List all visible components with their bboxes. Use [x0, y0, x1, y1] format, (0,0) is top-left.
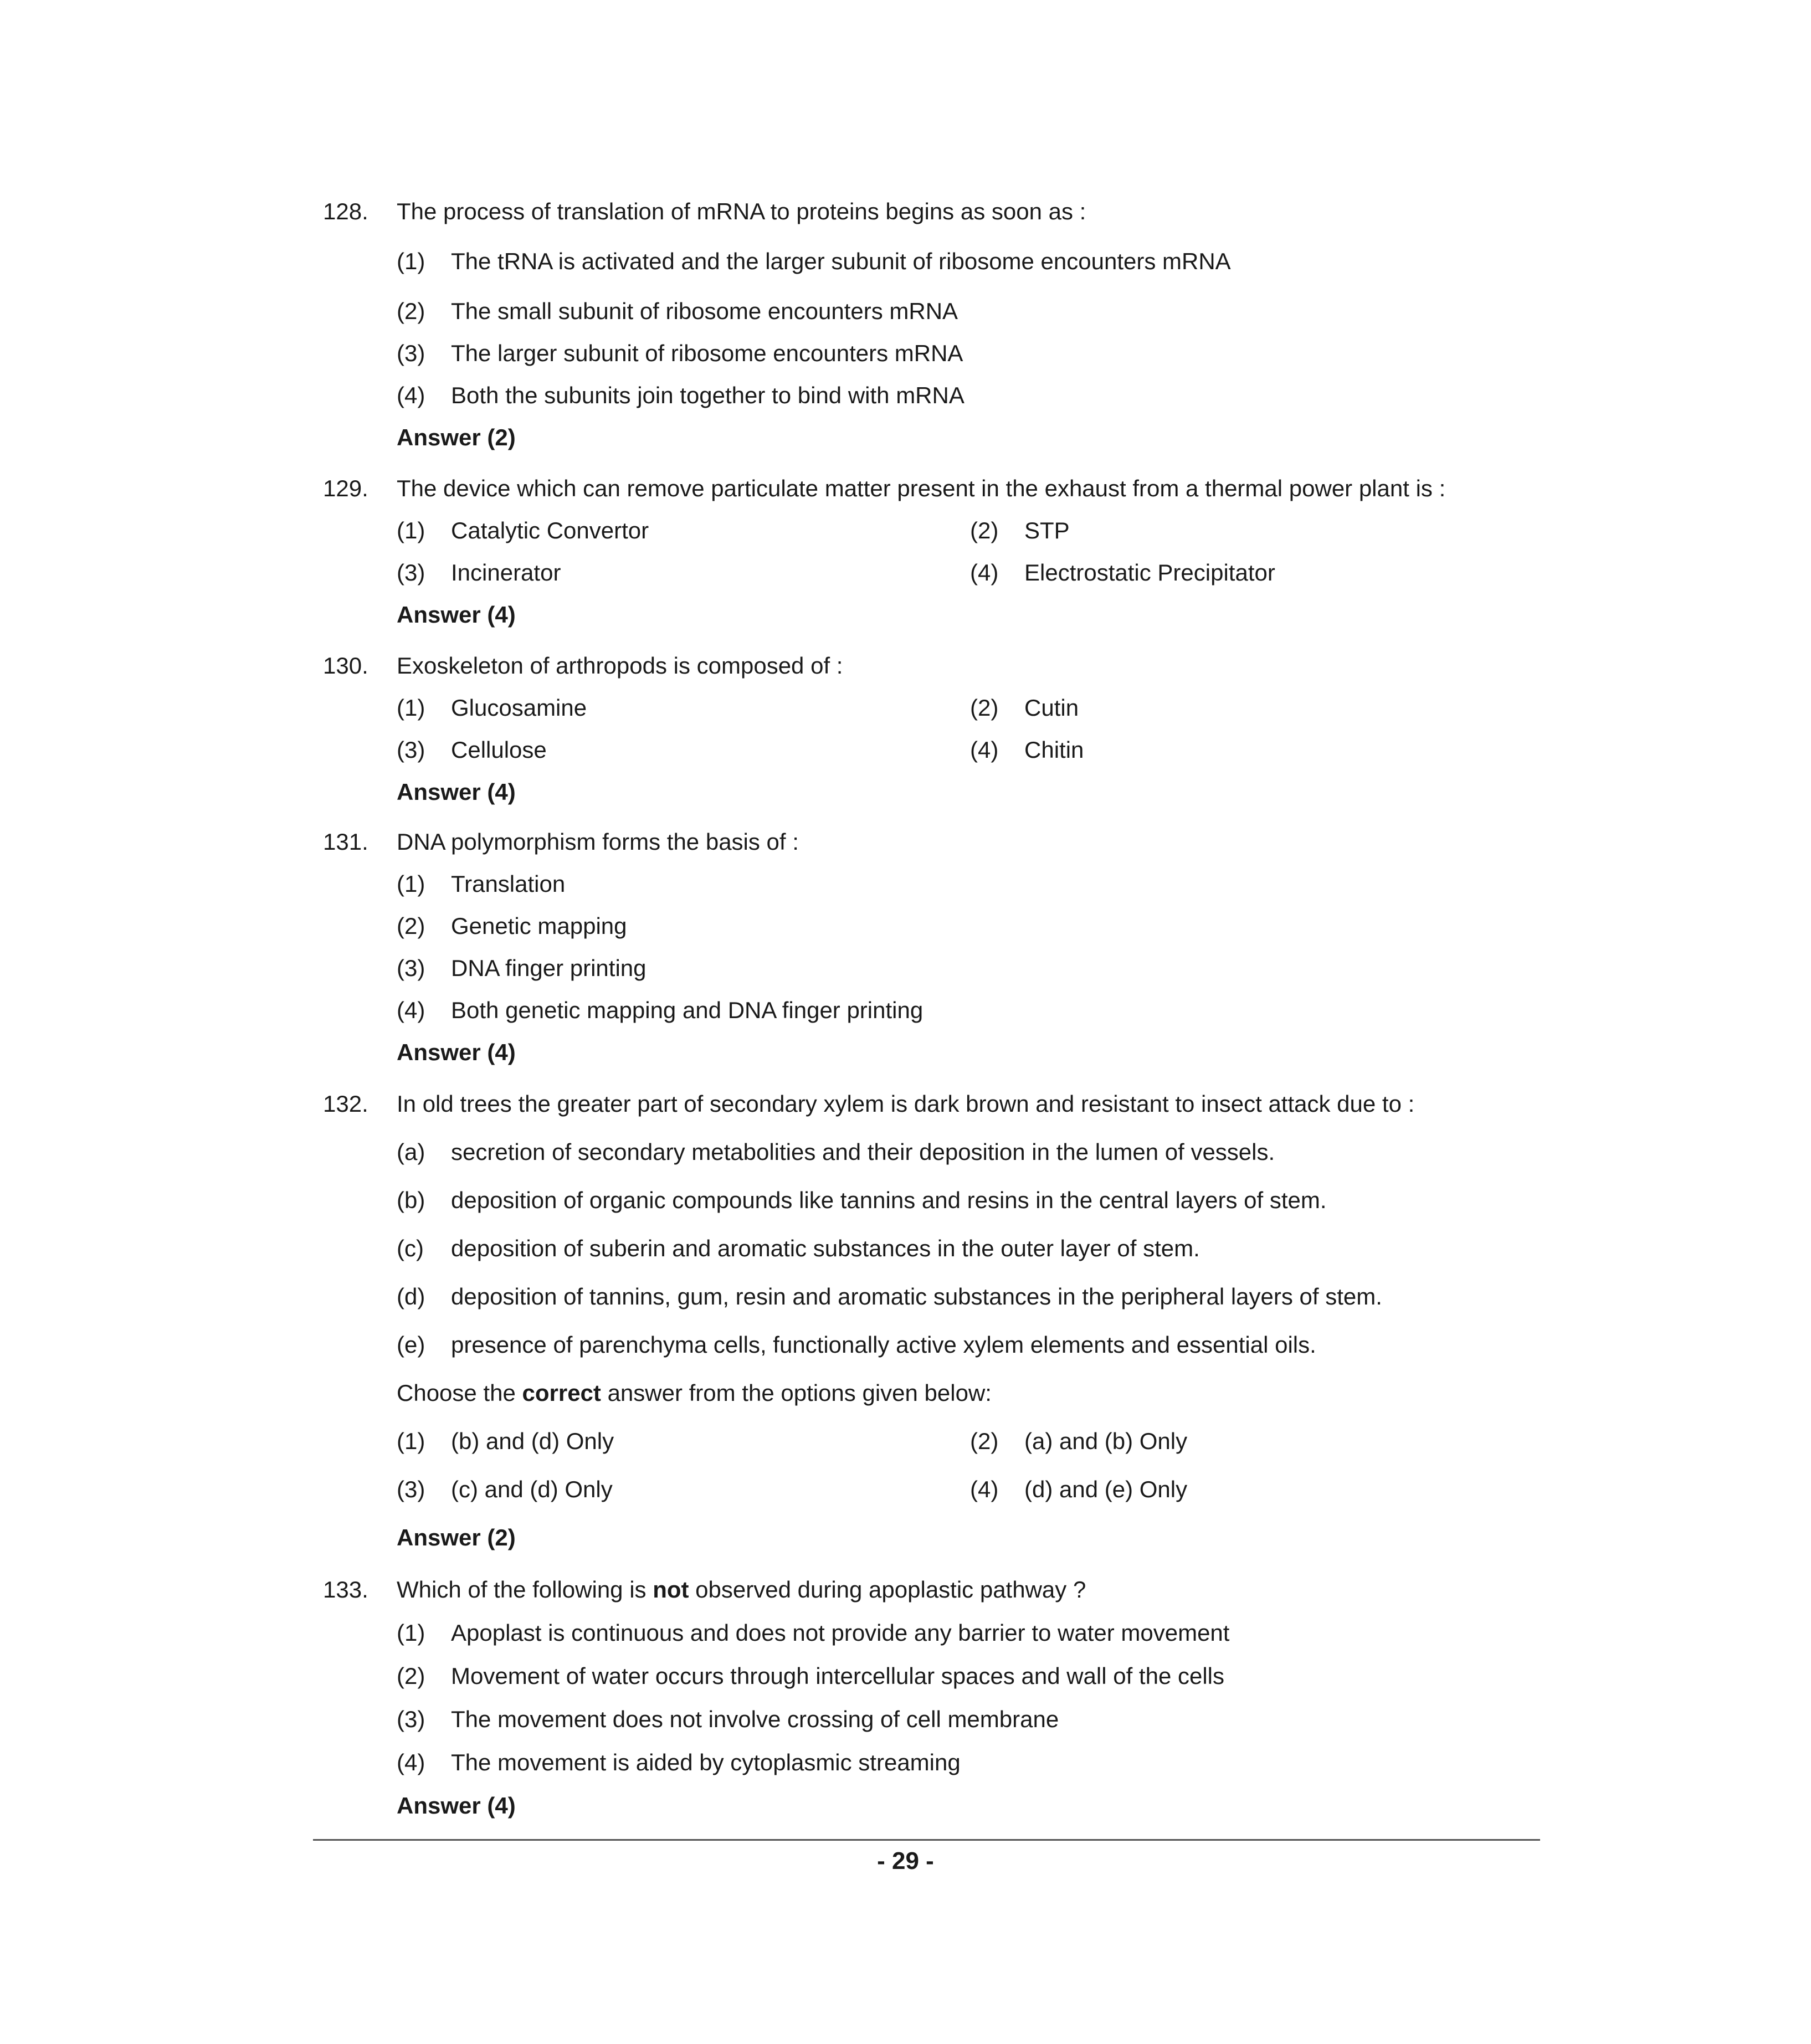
answer: Answer (4)	[397, 602, 516, 628]
option: (1) (b) and (d) Only	[397, 1428, 614, 1454]
option: (3) The movement does not involve crossing of cell membrane	[397, 1706, 1059, 1732]
question-text: In old trees the greater part of secondary xylem is dark brown and resistant to insect attack due to :	[397, 1091, 1415, 1117]
question-number: 128.	[323, 198, 368, 224]
option: (1) Translation	[397, 871, 566, 897]
answer: Answer (2)	[397, 1524, 516, 1550]
option: (2) Movement of water occurs through intercellular spaces and wall of the cells	[397, 1663, 1225, 1689]
answer: Answer (4)	[397, 1793, 516, 1819]
statement: (c) deposition of suberin and aromatic substances in the outer layer of stem.	[397, 1235, 1200, 1261]
option: (1) Glucosamine	[397, 695, 587, 721]
option: (1) Apoplast is continuous and does not provide any barrier to water movement	[397, 1620, 1230, 1646]
question-text: The process of translation of mRNA to proteins begins as soon as :	[397, 198, 1086, 224]
option: (4) Chitin	[970, 737, 1084, 763]
option: (2) The small subunit of ribosome encounters mRNA	[397, 298, 958, 324]
question-text: The device which can remove particulate matter present in the exhaust from a thermal power plant is :	[397, 475, 1446, 501]
footer-divider	[313, 1839, 1540, 1841]
choose-instruction: Choose the correct answer from the options given below:	[397, 1380, 992, 1406]
question-number: 131.	[323, 829, 368, 855]
statement: (a) secretion of secondary metabolities and their deposition in the lumen of vessels.	[397, 1139, 1275, 1165]
question-text: Which of the following is not observed during apoplastic pathway ?	[397, 1576, 1086, 1603]
option: (3) (c) and (d) Only	[397, 1476, 613, 1502]
statement: (d) deposition of tannins, gum, resin and aromatic substances in the peripheral layers of stem.	[397, 1283, 1382, 1309]
option: (4) (d) and (e) Only	[970, 1476, 1188, 1502]
question-number: 133.	[323, 1576, 368, 1603]
option: (2) (a) and (b) Only	[970, 1428, 1188, 1454]
answer: Answer (4)	[397, 1039, 516, 1065]
option: (1) Catalytic Convertor	[397, 517, 649, 543]
option: (2) Cutin	[970, 695, 1079, 721]
statement: (e) presence of parenchyma cells, functionally active xylem elements and essential oils.	[397, 1332, 1316, 1358]
page-number: - 29 -	[877, 1847, 934, 1874]
option: (2) STP	[970, 517, 1070, 543]
option: (3) Cellulose	[397, 737, 547, 763]
option: (4) Both genetic mapping and DNA finger printing	[397, 997, 924, 1023]
option: (4) Electrostatic Precipitator	[970, 559, 1275, 586]
answer: Answer (2)	[397, 424, 516, 450]
question-text: Exoskeleton of arthropods is composed of :	[397, 653, 843, 679]
question-number: 132.	[323, 1091, 368, 1117]
question-number: 130.	[323, 653, 368, 679]
option: (3) DNA finger printing	[397, 955, 647, 981]
option: (2) Genetic mapping	[397, 913, 627, 939]
question-text: DNA polymorphism forms the basis of :	[397, 829, 799, 855]
statement: (b) deposition of organic compounds like tannins and resins in the central layers of stem.	[397, 1187, 1327, 1213]
option: (4) Both the subunits join together to bind with mRNA	[397, 382, 965, 408]
option: (3) The larger subunit of ribosome encounters mRNA	[397, 340, 963, 366]
option: (3) Incinerator	[397, 559, 561, 586]
question-number: 129.	[323, 475, 368, 501]
answer: Answer (4)	[397, 779, 516, 805]
option: (4) The movement is aided by cytoplasmic streaming	[397, 1749, 961, 1775]
option: (1) The tRNA is activated and the larger subunit of ribosome encounters mRNA	[397, 248, 1231, 274]
